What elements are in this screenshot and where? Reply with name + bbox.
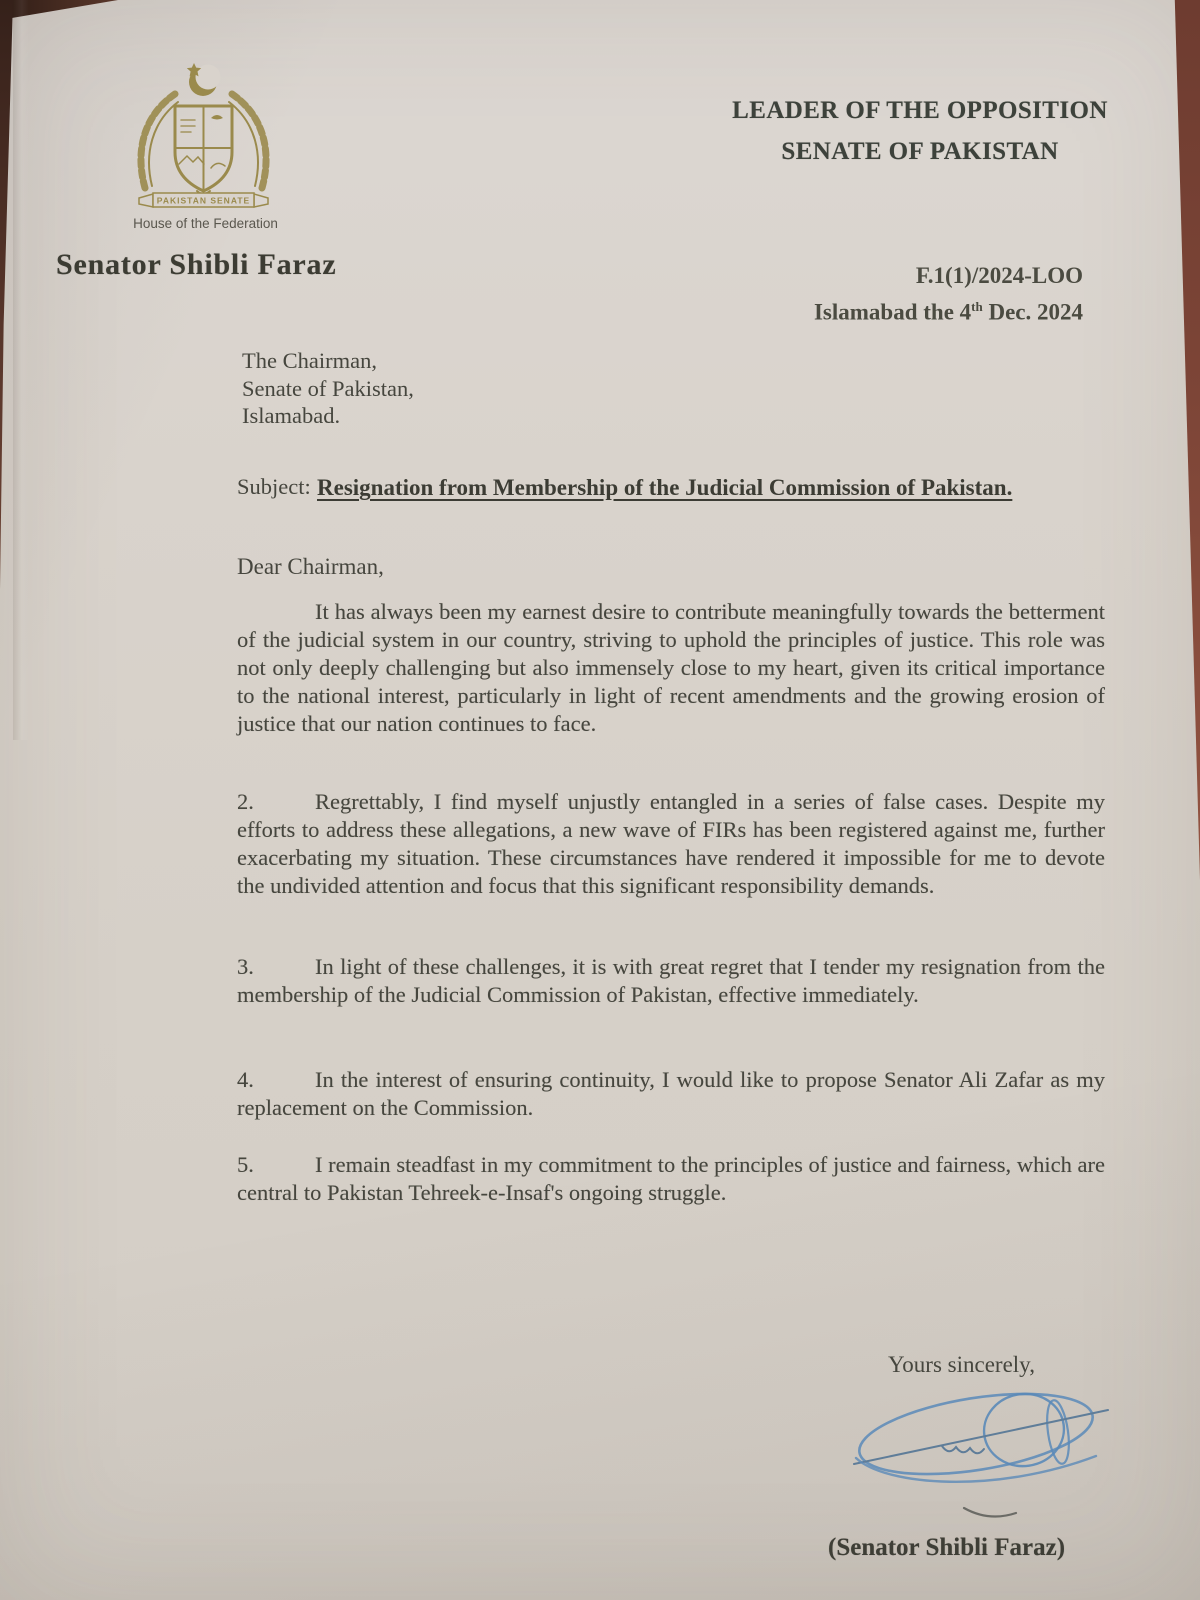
subject-row — [237, 472, 1105, 504]
office-title-line1: LEADER OF THE OPPOSITION — [732, 97, 1108, 124]
paragraph-2 — [237, 788, 1105, 900]
date-superscript: th — [971, 299, 983, 314]
paragraph-text: Regrettably, I find myself unjustly entangled in a series of false cases. Despite my efforts to address these allegations, a new wave of FIRs has been registered against me, further exacerbating my situation. These circumstances have rendered it impossible for me to devote the undivided attention and focus that this significant responsibility demands. — [237, 789, 1105, 898]
office-title — [720, 90, 1120, 172]
table-edge-right — [1170, 0, 1200, 880]
paragraph-number: 5. — [237, 1152, 254, 1177]
paragraph-text: I remain steadfast in my commitment to the principles of justice and fairness, which are central to Pakistan Tehreek-e-Insaf's ongoing struggle. — [237, 1152, 1105, 1205]
emblem-caption: House of the Federation — [133, 216, 278, 231]
recipient-line: The Chairman, — [242, 348, 377, 373]
subject-text: Resignation from Membership of the Judicial Commission of Pakistan. — [317, 475, 1013, 500]
paper-crease — [13, 0, 29, 740]
paragraph-3 — [237, 953, 1105, 1009]
reference-number: F.1(1)/2024-LOO — [915, 263, 1083, 288]
paragraph-4 — [237, 1066, 1105, 1122]
paragraph-5 — [237, 1151, 1105, 1207]
paragraph-number: 3. — [237, 954, 254, 979]
paragraph-text: In light of these challenges, it is with great regret that I tender my resignation from the membership of the Judicial Commission of Pakistan, effective immediately. — [237, 954, 1105, 1007]
salutation: Dear Chairman, — [237, 554, 384, 579]
date-line: Islamabad the 4th Dec. 2024 — [813, 299, 1083, 325]
paragraph-number: 2. — [237, 789, 254, 814]
recipient-address — [242, 347, 414, 430]
paragraph-text: In the interest of ensuring continuity, I would like to propose Senator Ali Zafar as my replacement on the Commission. — [237, 1067, 1105, 1120]
office-title-line2: SENATE OF PAKISTAN — [781, 138, 1059, 165]
reference-block — [814, 260, 1083, 328]
signature-ink — [846, 1372, 1126, 1522]
recipient-line: Senate of Pakistan, — [242, 375, 414, 401]
paragraph-text: It has always been my earnest desire to contribute meaningfully towards the betterment of the judicial system in our country, striving to uphold the principles of justice. This role was not only deeply challenging but also immensely close to my heart, given its critical importance to the national interest, particularly in light of recent amendments and the growing erosion of justice that our nation continues to face. — [237, 599, 1105, 736]
paragraph-1 — [237, 598, 1105, 738]
emblem-banner-text: PAKISTAN SENATE — [156, 195, 251, 206]
signatory-name: (Senator Shibli Faraz) — [828, 1534, 1066, 1561]
recipient-line: Islamabad. — [242, 403, 341, 428]
sender-name: Senator Shibli Faraz — [56, 248, 337, 281]
table-edge-left — [0, 0, 13, 590]
senate-emblem-icon — [131, 60, 276, 218]
subject-label: Subject: — [237, 474, 311, 499]
paragraph-number: 4. — [237, 1067, 254, 1092]
valediction: Yours sincerely, — [888, 1352, 1035, 1377]
